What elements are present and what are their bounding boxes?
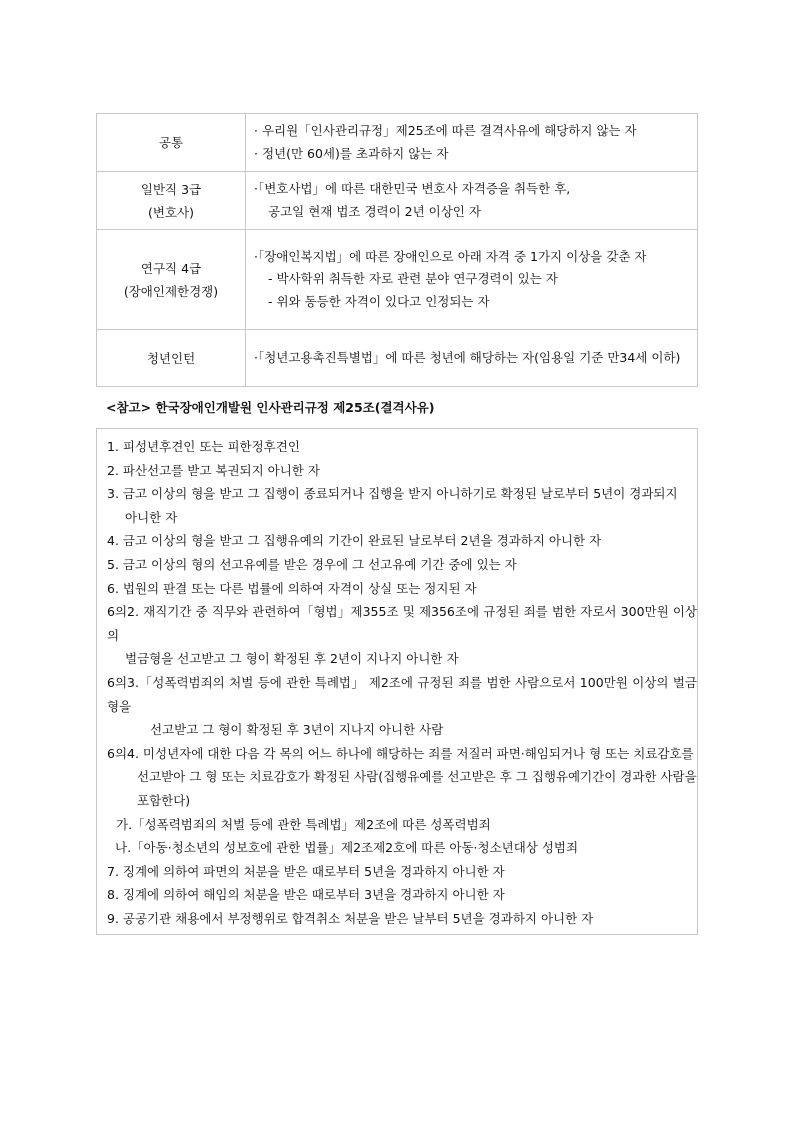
table-row xyxy=(97,172,698,230)
category-cell xyxy=(97,330,246,387)
table-row xyxy=(97,330,698,387)
category-sublabel: (장애인제한경쟁) xyxy=(123,283,219,299)
requirement-line: 공고일 현재 법조 경력이 2년 이상인 자 xyxy=(268,203,481,219)
list-item: 6의3.「성폭력범죄의 처벌 등에 관한 특례법」 제2조에 규정된 죄를 범한 사람으로서 100만원 이상의 벌금형을 xyxy=(107,674,697,714)
list-item: 6의4. 미성년자에 대한 다음 각 목의 어느 하나에 해당하는 죄를 저질러 파면·해임되거나 형 또는 치료감호를 xyxy=(107,745,694,761)
description-cell xyxy=(246,172,698,230)
list-item-continuation: 아니한 자 xyxy=(125,509,178,525)
list-item: 2. 파산선고를 받고 복권되지 아니한 자 xyxy=(107,462,320,478)
category-label: 일반직 3급 xyxy=(140,181,202,197)
list-item-continuation: 벌금형을 선고받고 그 형이 확정된 후 2년이 지나지 아니한 자 xyxy=(125,651,459,667)
category-label: 청년인턴 xyxy=(146,350,196,366)
reference-title: <참고> 한국장애인개발원 인사관리규정 제25조(결격사유) xyxy=(106,400,435,415)
category-cell xyxy=(97,230,246,330)
requirement-line: ·「변호사법」에 따른 대한민국 변호사 자격증을 취득한 후, xyxy=(254,181,571,196)
description-cell xyxy=(246,330,698,387)
reference-box xyxy=(96,428,698,935)
description-cell xyxy=(246,230,698,330)
list-item: 4. 금고 이상의 형을 받고 그 집행유예의 기간이 완료된 날로부터 2년을 경과하지 아니한 자 xyxy=(107,533,602,549)
category-sublabel: (변호사) xyxy=(148,204,194,220)
list-item: 1. 피성년후견인 또는 피한정후견인 xyxy=(107,439,300,454)
category-label: 연구직 4급 xyxy=(140,260,202,276)
table-row xyxy=(97,230,698,330)
list-item: 7. 징계에 의하여 파면의 처분을 받은 때로부터 5년을 경과하지 아니한 자 xyxy=(107,863,505,879)
list-item: 5. 금고 이상의 형의 선고유예를 받은 경우에 그 선고유예 기간 중에 있는 자 xyxy=(107,556,517,572)
list-item: 8. 징계에 의하여 해임의 처분을 받은 때로부터 3년을 경과하지 아니한 자 xyxy=(107,887,505,903)
eligibility-table xyxy=(96,113,698,387)
table-row xyxy=(97,114,698,172)
requirement-line: · 우리원「인사관리규정」제25조에 따른 결격사유에 해당하지 않는 자 xyxy=(254,123,637,138)
requirement-line: · 정년(만 60세)를 초과하지 않는 자 xyxy=(254,145,449,161)
list-item: 6. 법원의 판결 또는 다른 법률에 의하여 자격이 상실 또는 정지된 자 xyxy=(107,580,477,596)
list-item-continuation: 선고받아 그 형 또는 치료감호가 확정된 사람(집행유예를 선고받은 후 그 집행유예기간이 경과한 사람을 xyxy=(137,769,697,785)
requirement-subline: - 위와 동등한 자격이 있다고 인정되는 자 xyxy=(268,293,490,309)
list-item-continuation: 선고받고 그 형이 확정된 후 3년이 지나지 아니한 사람 xyxy=(150,722,444,738)
list-item-continuation: 포함한다) xyxy=(137,792,191,808)
list-item: 9. 공공기관 채용에서 부정행위로 합격취소 처분을 받은 날부터 5년을 경과하지 아니한 자 xyxy=(107,910,594,926)
category-label: 공통 xyxy=(158,135,184,150)
requirement-line: ·「청년고용촉진특별법」에 따른 청년에 해당하는 자(임용일 기준 만34세 이하) xyxy=(254,349,681,365)
category-cell xyxy=(97,114,246,172)
document-page xyxy=(96,113,698,935)
list-item: 3. 금고 이상의 형을 받고 그 집행이 종료되거나 집행을 받지 아니하기로 확정된 날로부터 5년이 경과되지 xyxy=(107,486,678,502)
requirement-line: ·「장애인복지법」에 따른 장애인으로 아래 자격 중 1가지 이상을 갖춘 자 xyxy=(254,248,647,264)
requirement-subline: - 박사학위 취득한 자로 관련 분야 연구경력이 있는 자 xyxy=(268,271,558,287)
category-cell xyxy=(97,172,246,230)
description-cell xyxy=(246,114,698,172)
list-item: 6의2. 재직기간 중 직무와 관련하여「형법」제355조 및 제356조에 규정된 죄를 범한 자로서 300만원 이상의 xyxy=(107,604,697,643)
list-subitem: 가.「성폭력범죄의 처벌 등에 관한 특례법」제2조에 따른 성폭력범죄 xyxy=(116,816,491,832)
list-subitem: 나.「아동·청소년의 성보호에 관한 법률」제2조제2호에 따른 아동·청소년대상 성범죄 xyxy=(115,840,579,856)
